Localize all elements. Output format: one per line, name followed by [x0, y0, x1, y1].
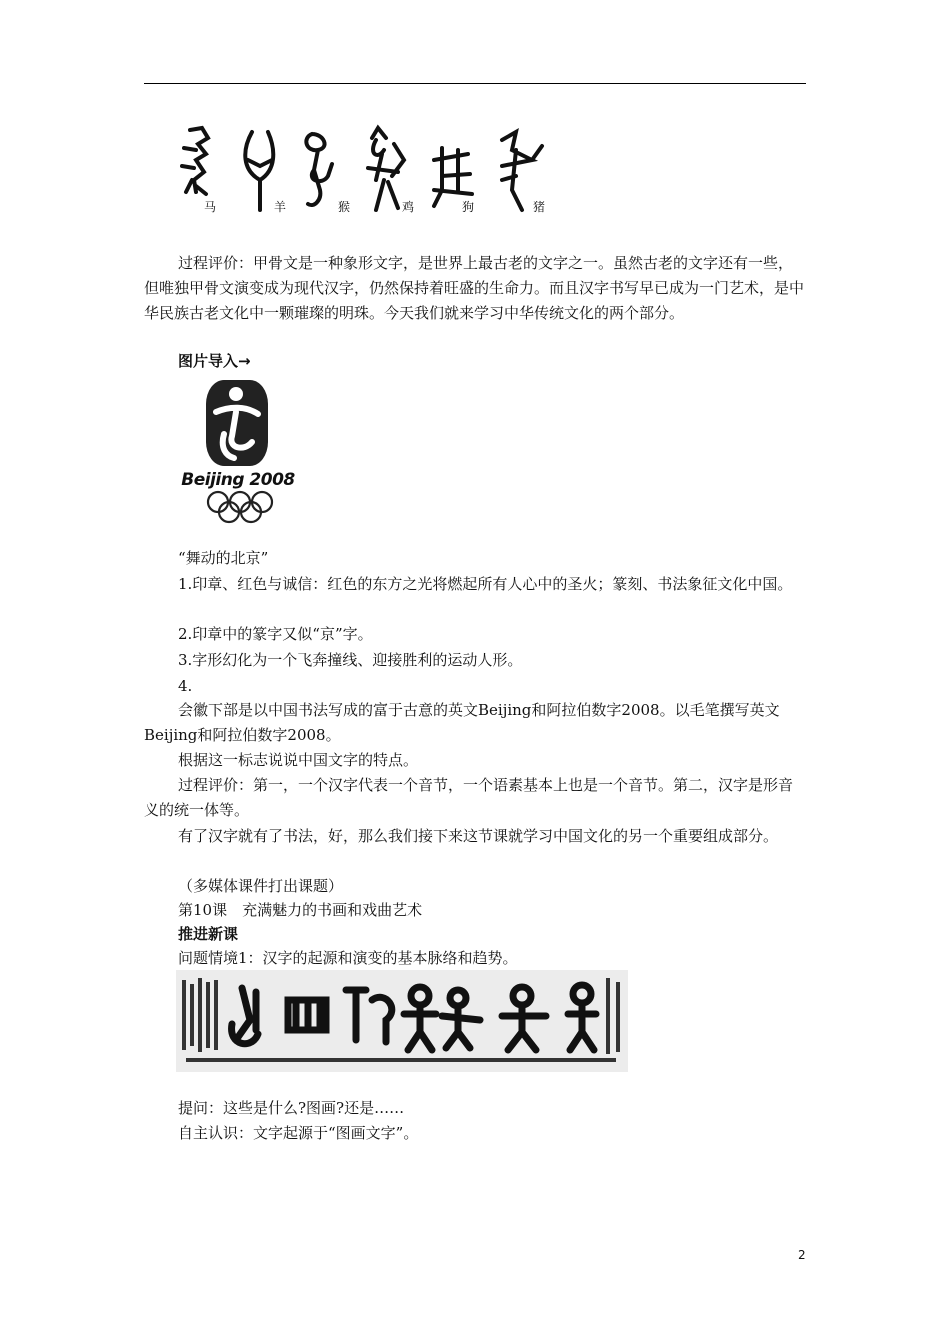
oracle-label-monkey: 猴: [338, 200, 351, 214]
list-item-1: 1.印章、红色与诚信：红色的东方之光将燃起所有人心中的圣火；篆刻、书法象征文化中国。: [178, 575, 793, 593]
oracle-label-horse: 马: [204, 200, 217, 214]
question-line: 提问：这些是什么?图画?还是……: [178, 1099, 405, 1117]
list-item-3: 3.字形幻化为一个飞奔撞线、迎接胜利的运动人形。: [178, 651, 523, 669]
problem-situation-1: 问题情境1：汉字的起源和演变的基本脉络和趋势。: [178, 949, 518, 967]
list-item-4: 4.: [178, 677, 193, 695]
pictograph-graphic: [176, 970, 628, 1072]
eval-paragraph-1: 过程评价：甲骨文是一种象形文字，是世界上最古老的文字之一。虽然古老的文字还有一些，但唯独甲骨文演变成为现代汉字，仍然保持着旺盛的生命力。而且汉字书写早已成为一门艺术，是中华民族古老文化中一颗璀璨的明珠。今天我们就来学习中华传统文化的两个部分。: [144, 254, 805, 322]
emblem-graphic: [176, 376, 298, 528]
emblem-wordmark: Beijing 2008: [181, 470, 295, 490]
multimedia-note: （多媒体课件打出课题）: [178, 877, 344, 895]
eval-paragraph-2: 过程评价：第一，一个汉字代表一个音节，一个语素基本上也是一个音节。第二，汉字是形音义的统一体等。: [144, 776, 794, 819]
oracle-label-sheep: 羊: [274, 200, 287, 214]
transition-paragraph: 有了汉字就有了书法，好，那么我们接下来这节课就学习中国文化的另一个重要组成部分。: [178, 827, 779, 845]
emblem-caption: “舞动的北京”: [178, 549, 269, 567]
oracle-label-chicken: 鸡: [402, 200, 415, 214]
lesson-title: 第10课 充满魅力的书画和戏曲艺术: [178, 901, 423, 919]
discussion-prompt: 根据这一标志说说中国文字的特点。: [178, 751, 419, 769]
oracle-bone-figure: [172, 120, 562, 220]
oracle-label-dog: 狗: [462, 200, 475, 214]
page-number: 2: [798, 1248, 806, 1262]
pictograph-inscription-image: [176, 970, 628, 1072]
image-intro-heading: 图片导入→: [178, 352, 251, 370]
self-recognition-line: 自主认识：文字起源于“图画文字”。: [178, 1124, 419, 1142]
oracle-bone-glyphs: [172, 120, 562, 220]
new-lesson-heading: 推进新课: [178, 925, 239, 943]
list-item-2: 2.印章中的篆字又似“京”字。: [178, 625, 373, 643]
beijing-2008-emblem: [176, 376, 298, 528]
oracle-label-pig: 猪: [533, 200, 546, 214]
emblem-description: 会徽下部是以中国书法写成的富于古意的英文Beijing和阿拉伯数字2008。以毛笔撰写英文Beijing和阿拉伯数字2008。: [144, 701, 780, 744]
header-rule: [144, 83, 806, 84]
